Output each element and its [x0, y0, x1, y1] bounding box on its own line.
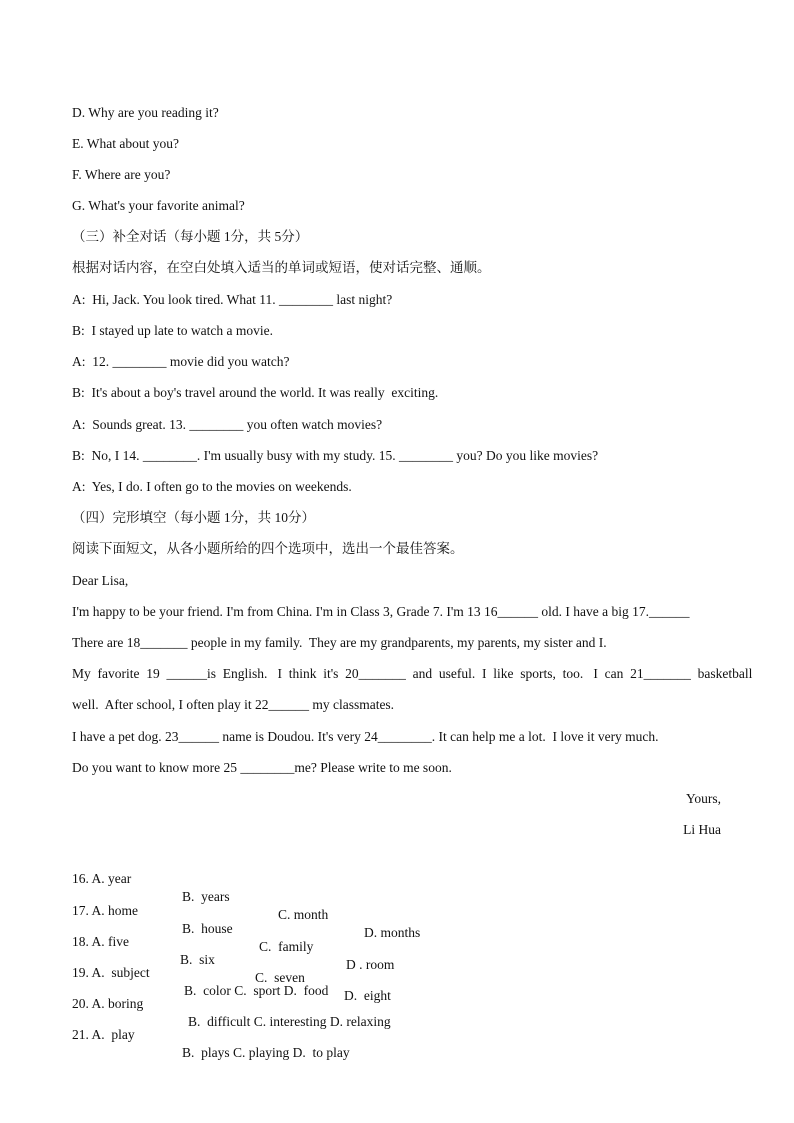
option-a: 18. A. five — [72, 934, 129, 949]
option-d: D. Why are you reading it? — [72, 105, 219, 120]
option-a: 21. A. play — [72, 1027, 135, 1042]
letter-greeting: Dear Lisa, — [72, 573, 129, 588]
section3-instruction: 根据对话内容，在空白处填入适当的单词或短语，使对话完整、通顺。 — [72, 260, 491, 275]
letter-line: I'm happy to be your friend. I'm from China. I'm in Class 3, Grade 7. I'm 13 16______ old. I have a big 17.______ — [72, 604, 690, 619]
letter-line: well. After school, I often play it 22______ my classmates. — [72, 697, 395, 712]
section3-heading: （三）补全对话（每小题 1分，共 5分） — [72, 229, 309, 244]
option-b: B. years — [182, 889, 230, 904]
option-d: D. months — [364, 925, 421, 940]
option-b: B. six — [180, 952, 215, 967]
section4-heading: （四）完形填空（每小题 1分，共 10分） — [72, 510, 315, 525]
option-a: 16. A. year — [72, 871, 132, 886]
options-bcd: B. difficult C. interesting D. relaxing — [188, 1014, 391, 1029]
option-a: 17. A. home — [72, 903, 138, 918]
dialogue-line: A: Sounds great. 13. ________ you often watch movies? — [72, 417, 383, 432]
option-g: G. What's your favorite animal? — [72, 198, 245, 213]
option-c: C. family — [259, 939, 314, 954]
letter-line: Do you want to know more 25 ________me? Please write to me soon. — [72, 760, 452, 775]
options-bcd: B. color C. sport D. food — [184, 983, 329, 998]
letter-line: I have a pet dog. 23______ name is Doudou. It's very 24________. It can help me a lot. I love it very much. — [72, 729, 659, 744]
option-c: C. month — [278, 907, 329, 922]
option-c: C. seven — [255, 970, 305, 985]
dialogue-line: B: It's about a boy's travel around the world. It was really exciting. — [72, 385, 439, 400]
option-a: 19. A. subject — [72, 965, 150, 980]
dialogue-line: A: Yes, I do. I often go to the movies on weekends. — [72, 479, 352, 494]
dialogue-line: B: I stayed up late to watch a movie. — [72, 323, 273, 338]
options-bcd: B. plays C. playing D. to play — [182, 1045, 350, 1060]
question-21 — [72, 1008, 722, 1080]
option-d: D. eight — [344, 988, 391, 1003]
option-b: B. house — [182, 921, 233, 936]
option-a: 20. A. boring — [72, 996, 144, 1011]
letter-signature: Li Hua — [683, 822, 721, 837]
section4-instruction: 阅读下面短文，从各小题所给的四个选项中，选出一个最佳答案。 — [72, 541, 464, 556]
option-d: D . room — [346, 957, 395, 972]
dialogue-line: A: 12. ________ movie did you watch? — [72, 354, 290, 369]
option-f: F. Where are you? — [72, 167, 171, 182]
letter-line: My favorite 19 ______is English. I think it's 20_______ and useful. I like sports, too. I can 21_______ basketball — [72, 666, 753, 681]
dialogue-line: B: No, I 14. ________. I'm usually busy with my study. 15. ________ you? Do you like movies? — [72, 448, 599, 463]
option-e: E. What about you? — [72, 136, 179, 151]
letter-closing: Yours, — [685, 791, 721, 806]
dialogue-line: A: Hi, Jack. You look tired. What 11. ________ last night? — [72, 292, 393, 307]
letter-line: There are 18_______ people in my family. They are my grandparents, my parents, my sister and I. — [72, 635, 607, 650]
